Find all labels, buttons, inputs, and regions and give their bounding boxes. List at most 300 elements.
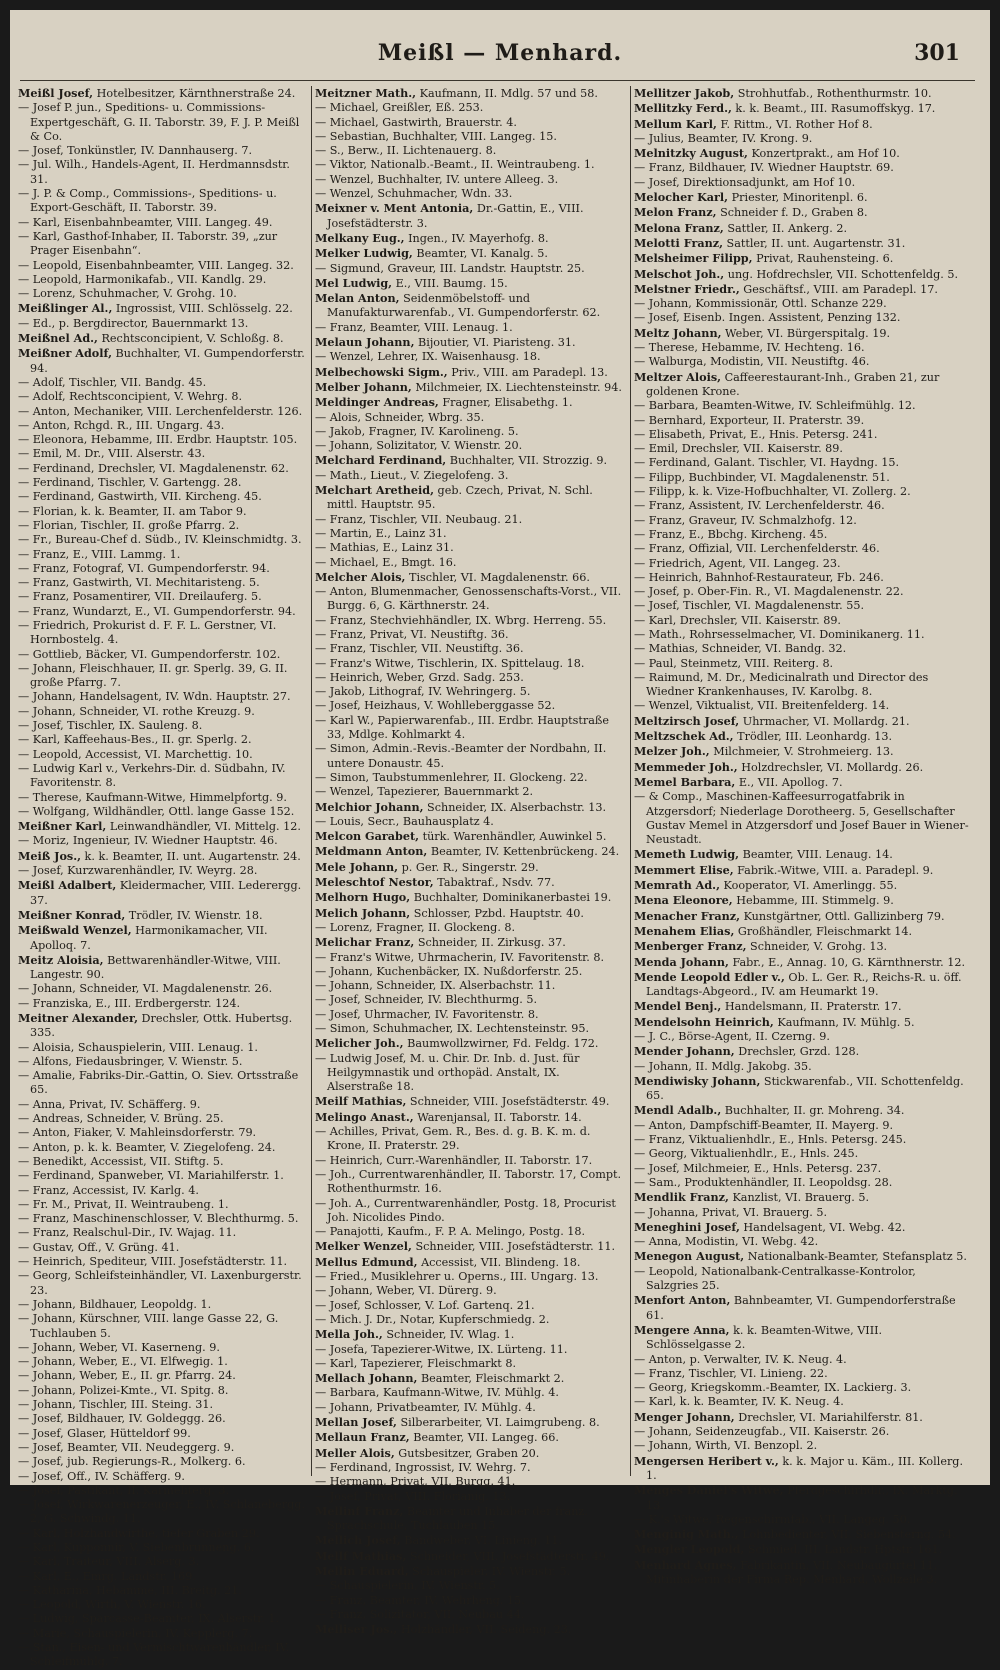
entry-details: k. k. Major u. Käm., III. Kollerg. 1. [646, 1454, 964, 1482]
entry-details: Drechsler, VI. Mariahilferstr. 81. [734, 1410, 923, 1424]
entry-surname: Mella Joh., [315, 1327, 383, 1342]
entry-surname: Melchard Ferdinand, [315, 453, 447, 468]
entry-surname: Melbechowski Sigm., [315, 364, 448, 379]
entry-surname: Melker Wenzel, [315, 1239, 412, 1254]
entry-details: Buchhalter, VII. Strozzig. 9. [446, 454, 608, 468]
entry-details: — Josef, Kurzwarenhändler, IV. Weyrg. 28. [18, 864, 258, 878]
entry-surname: Mengere Anna, [634, 1322, 730, 1337]
directory-entry [634, 1454, 969, 1484]
directory-entry [634, 132, 969, 146]
entry-details: — Karl, Kupponnir, V. Siebenbrunneng. 6. [18, 1540, 255, 1554]
directory-entry [315, 935, 626, 950]
directory-entry [634, 671, 969, 700]
entry-details: — Josef, Bildhauer, IV. Goldeggg. 26. [18, 1412, 226, 1426]
entry-details: — Fr. M., Privat, II. Weintraubeng. 1. [18, 1197, 229, 1211]
entry-details: — Heinrich, Bahnhof-Restaurateur, Fb. 246. [634, 570, 884, 584]
directory-entry [18, 562, 308, 576]
entry-details: — Josef, Tischler, IX. Sauleng. 8. [18, 719, 203, 733]
entry-surname: Melschot Joh., [634, 266, 725, 281]
directory-entry [18, 519, 308, 533]
directory-entry [634, 1220, 969, 1235]
entry-surname: Melchior Johann, [315, 799, 424, 814]
entry-surname: Mel Ludwig, [315, 275, 393, 290]
entry-details: Holzdrechsler, VI. Mollardg. 26. [737, 760, 924, 774]
entry-details: — Ludwig Josef, M. u. Chir. Dr. Inb. d. Just. für Heilgymnastik und orthopäd. Anstalt, IX. Alserstraße 18. [315, 1051, 580, 1094]
directory-entry [634, 1060, 969, 1074]
entry-surname: Meitzner Math., [315, 86, 417, 100]
entry-surname: Meldinger Andreas, [315, 395, 439, 410]
entry-details: — Franz, E., VIII. Lammg. 1. [18, 547, 181, 561]
entry-surname: Meiß Jos., [18, 848, 81, 863]
directory-entry [18, 1527, 308, 1541]
entry-details: — Franz, Maschinenschlosser, V. Blechthurmg. 5. [18, 1212, 299, 1226]
directory-entry [315, 527, 626, 541]
directory-entry [18, 1298, 308, 1312]
entry-surname: Memel Barbara, [634, 774, 736, 789]
directory-entry [315, 1270, 626, 1284]
directory-entry [18, 864, 308, 878]
directory-entry [634, 1176, 969, 1190]
entry-surname: Meißlinger Al., [18, 301, 113, 316]
directory-entry [18, 1598, 308, 1612]
entry-details: — Franz, Realschul-Dir., IV. Wajag. 11. [18, 1226, 237, 1240]
entry-surname: Mendel Benj., [634, 999, 722, 1014]
directory-entry [18, 1212, 308, 1226]
entry-details: Caffeerestaurant-Inh., Graben 21, zur goldenen Krone. [646, 370, 940, 398]
entry-details: — Wenzel, Schuhmacher, Wdn. 33. [315, 187, 513, 201]
directory-entry [315, 1461, 626, 1475]
directory-entry [18, 346, 308, 376]
entry-details: — Ferdinand, Gastwirth, VII. Kircheng. 45. [18, 490, 262, 504]
directory-entry [634, 657, 969, 671]
entry-surname: Meilf Mathias, [315, 1094, 407, 1109]
directory-entry [18, 849, 308, 864]
entry-surname: Memmert Elise, [634, 862, 734, 877]
directory-entry [634, 428, 969, 442]
directory-entry [18, 216, 308, 230]
directory-entry [315, 1504, 626, 1534]
entry-details: — Sigmund, Graveur, III. Landstr. Hauptstr. 25. [315, 261, 585, 275]
entry-details: — Math., Lieut., V. Ziegelofeng. 3. [315, 468, 509, 482]
directory-entry [315, 1594, 626, 1608]
entry-details: Accessist, VII. Blindeng. 18. [417, 1255, 581, 1269]
directory-entry [315, 1579, 626, 1593]
entry-surname: Meller Alois, [315, 1445, 395, 1460]
directory-entry [634, 939, 969, 954]
entry-surname: Mellitzer Jakob, [634, 86, 735, 100]
entry-details: — Georg, Kriegskomm.-Beamter, IX. Lackierg. 3. [634, 1381, 912, 1395]
entry-details: — Franz, Fotograf, VI. Gumpendorferstr. 94. [18, 561, 270, 575]
entry-details: Schneider f. D., Graben 8. [716, 206, 868, 220]
directory-entry [634, 1367, 969, 1381]
entry-details: — Franz, Gastwirth, VI. Mechitaristeng. 5. [18, 576, 260, 590]
entry-details: Kunstgärtner, Ottl. Gallizinberg 79. [740, 909, 945, 923]
directory-entry [18, 1570, 308, 1584]
directory-entry [315, 951, 626, 965]
directory-entry [315, 556, 626, 570]
directory-entry [18, 690, 308, 704]
entry-surname: Menginig Math., [634, 1527, 739, 1542]
entry-details: — Elisabeth, Privat, E., Hnis. Petersg. 241. [634, 427, 878, 441]
directory-entry [315, 1327, 626, 1342]
entry-details: Milchmeier, V. Strohmeierg. 13. [709, 745, 894, 759]
entry-details: — Josef P. jun., Speditions- u. Commissions-Expertgeschäft, G. II. Taborstr. 39, F. J. P. Meißl & Co. [18, 101, 300, 143]
entry-details: F. Rittm., VI. Rother Hof 8. [716, 117, 873, 131]
directory-entry [634, 863, 969, 878]
entry-surname: Meißwald Wenzel, [18, 923, 132, 938]
entry-details: — Anton, Dampfschiff-Beamter, II. Mayerg. 9. [634, 1118, 894, 1132]
directory-entry [18, 1269, 308, 1298]
entry-details: — Ludwig Karl v., Verkehrs-Dir. d. Südbahn, IV. Favoritenstr. 8. [18, 761, 286, 790]
directory-entry [634, 1381, 969, 1395]
directory-entry [634, 176, 969, 190]
directory-entry [315, 1475, 626, 1489]
entry-surname: Melliser Jos., [315, 1622, 398, 1637]
directory-entry [634, 714, 969, 729]
entry-details: — Anton, Mechaniker, VIII. Lerchenfelderstr. 126. [18, 404, 303, 418]
directory-entry [18, 733, 308, 747]
directory-entry [315, 335, 626, 350]
entry-details: — Anna, Privat, IV. Schäfferg. 9. [18, 1097, 201, 1111]
entry-details: — Johann, Polizei-Kmte., VI. Spitg. 8. [18, 1383, 229, 1397]
entry-surname: Melicher Joh., [315, 1036, 404, 1051]
entry-details: Hotelbesitzer, Kärnthnerstraße 24. [93, 87, 296, 100]
entry-details: — Ferdinand, Tischler, V. Gartengg. 28. [18, 476, 242, 490]
entry-details: — Franz, Stechviehhändler, IX. Wbrg. Herreng. 55. [315, 613, 607, 627]
directory-entry [315, 380, 626, 395]
entry-surname: Mengler Leopold, [634, 1542, 745, 1557]
directory-entry [315, 1052, 626, 1095]
entry-details: Ingrossist, VIII. Schlösselg. 22. [112, 302, 293, 316]
entry-details: — Josef, Tischler, VI. Magdalenenstr. 55. [634, 599, 865, 613]
entry-details: — Andreas, Schneider, V. Brüng. 25. [18, 1112, 224, 1126]
directory-entry [18, 1584, 308, 1598]
directory-entry [18, 1555, 308, 1569]
entry-details: Großhändler, Fleischmarkt 14. [734, 924, 913, 938]
directory-entry [18, 1155, 308, 1169]
directory-entry [18, 1470, 308, 1484]
directory-entry [18, 230, 308, 259]
directory-entry [315, 1008, 626, 1022]
entry-details: — Franz, Privat, VI. Neustiftg. 36. [315, 627, 509, 641]
entry-surname: Melstner Friedr., [634, 281, 740, 296]
directory-entry [634, 86, 969, 101]
directory-entry [634, 146, 969, 161]
entry-details: — Alfons, Fiedausbringer, V. Wienstr. 5. [18, 1054, 243, 1068]
entry-details: — Fr., Bureau-Chef d. Südb., IV. Kleinschmidtg. 3. [18, 533, 302, 547]
entry-surname: Mellich Josef, [315, 1533, 401, 1548]
entry-details: ung. Hofdrechsler, VII. Schottenfeldg. 5. [724, 267, 959, 281]
entry-details: — Leopold, Accessist, VI. Marchettig. 10. [18, 747, 253, 761]
entry-surname: Melker Ludwig, [315, 246, 413, 261]
directory-entry [634, 499, 969, 513]
directory-entry [315, 513, 626, 527]
entry-details: — Mathias, E., Lainz 31. [315, 541, 454, 555]
directory-entry [634, 1119, 969, 1133]
entry-details: — Franz, Graveur, IV. Schmalzhofg. 12. [634, 513, 857, 527]
entry-details: — Simon, Taubstummenlehrer, II. Glockeng. 22. [315, 770, 588, 784]
directory-entry [315, 350, 626, 364]
entry-details: — Johann, Weber, E., VI. Elfwegig. 1. [18, 1355, 228, 1369]
directory-entry [18, 273, 308, 287]
directory-entry [634, 1439, 969, 1453]
entry-surname: Meißner Konrad, [18, 907, 126, 922]
entry-details: — Simon, Schuhmacher, IX. Lechtensteinstr. 95. [315, 1022, 590, 1035]
entry-surname: Melcher Alois, [315, 569, 406, 584]
directory-entry [18, 1112, 308, 1126]
directory-entry [315, 144, 626, 158]
entry-details: — Heinrich, Weber, Grzd. Sadg. 253. [315, 670, 524, 684]
entry-details: — Karl, E., Emrg. Landstr. 169. [18, 1569, 196, 1583]
directory-entry [18, 1226, 308, 1240]
entry-details: Leinwandhändler, VI. Mittelg. 12. [106, 820, 301, 834]
directory-entry [634, 471, 969, 485]
entry-details: Sattler, II. unt. Augartenstr. 31. [722, 236, 906, 250]
directory-entry [315, 483, 626, 513]
entry-details: — Filipp, Buchbinder, VI. Magdalenenstr. 51. [634, 470, 890, 484]
entry-details: — Josef, Glaser, Hütteldorf 99. [18, 1426, 191, 1440]
directory-entry [315, 1255, 626, 1270]
entry-details: — Johann, Schneider, VI. Magdalenenstr. 26. [18, 982, 273, 996]
entry-details: — Adolf, Tischler, VII. Bandg. 45. [18, 375, 207, 389]
directory-entry [634, 1410, 969, 1425]
entry-details: — Franz, Posamentirer, VII. Dreilauferg. 5. [18, 590, 262, 604]
entry-details: — Karl, Eisenbahnbeamter, VIII. Langeg. 49. [18, 215, 273, 229]
entry-details: — Sebastian, Buchhalter, VIII. Langeg. 15. [315, 129, 557, 143]
entry-details: Fabrikantin, VII. Neubaugürtel 11, Mitinhaberin der Firma Rep. Menhard, Wollzeile 3. [646, 1558, 938, 1586]
directory-entry [18, 748, 308, 762]
entry-details: Schlosser, Pzbd. Hauptstr. 40. [410, 906, 584, 920]
directory-entry [18, 1126, 308, 1140]
entry-details: — Florian, Tischler, II. große Pfarrg. 2. [18, 518, 240, 532]
directory-entry [18, 576, 308, 590]
directory-entry [315, 365, 626, 380]
entry-details: Sattler, II. Ankerg. 2. [723, 221, 848, 235]
directory-entry [18, 762, 308, 791]
entry-details: — Alois, Schneider, Wbrg. 35. [315, 410, 485, 424]
directory-entry [315, 657, 626, 671]
directory-entry [315, 815, 626, 829]
directory-entry [315, 187, 626, 201]
entry-details: — Josef, Heizhaus, V. Wohlleberggasse 52. [315, 699, 556, 713]
entry-surname: Mengersen Heribert v., [634, 1453, 779, 1468]
entry-details: — Wolfgang, Wildhändler, Ottl. lange Gasse 152. [18, 804, 295, 818]
directory-entry [315, 541, 626, 555]
directory-entry [18, 287, 308, 301]
entry-details: — Karl W., Papierwarenfab., III. Erdbr. Hauptstraße 33, Mdlge. Kohlmarkt 4. [315, 713, 610, 742]
entry-details: — Julius, Beamter, IV. Krong. 9. [634, 131, 813, 145]
directory-entry [315, 395, 626, 410]
directory-entry [634, 1044, 969, 1059]
directory-entry [18, 101, 308, 144]
entry-surname: Mendiwisky Johann, [634, 1073, 761, 1088]
entry-surname: Meißl Adalbert, [18, 878, 117, 893]
entry-details: — Anna, Modistin, VI. Webg. 42. [634, 1235, 819, 1249]
entry-details: — Schauspielerin, IV. Wienstr. 5. [315, 1579, 500, 1593]
directory-entry [18, 1098, 308, 1112]
entry-details: — Mathias, Schneider, VI. Bandg. 32. [634, 642, 847, 656]
directory-entry [18, 1169, 308, 1183]
directory-entry [315, 1154, 626, 1168]
directory-entry [315, 699, 626, 713]
directory-entry [18, 705, 308, 719]
directory-entry [634, 744, 969, 759]
entry-details: — Louis, Secr., Bauhausplatz 4. [315, 814, 494, 828]
entry-details: — Johann, Solizitator, V. Wienstr. 20. [315, 439, 523, 453]
directory-entry [18, 1241, 308, 1255]
directory-entry [634, 970, 969, 1000]
directory-entry [315, 1564, 626, 1579]
directory-entry [315, 685, 626, 699]
entry-details: Baumwollzwirner, Fd. Feldg. 172. [403, 1037, 599, 1051]
entry-surname: Melon Franz, [634, 205, 717, 220]
entry-details: p. Ger. R., Singerstr. 29. [398, 860, 539, 874]
entry-details: Geschäftsf., VIII. am Paradepl. 17. [739, 282, 938, 296]
entry-details: — Ferdinand, Spanweber, VI. Mariahilferstr. 1. [18, 1169, 284, 1183]
entry-surname: Menges Daniel's Witwe, [634, 1483, 784, 1498]
entry-surname: Melzer Joh., [634, 744, 710, 759]
entry-details: — Katharina, Hebamme, III. Breitg. 21. [18, 1583, 242, 1597]
entry-details: — Johanna, Privat, VI. Brauerg. 5. [634, 1205, 828, 1219]
entry-details: Beamter, IV. Kettenbrückeng. 24. [427, 845, 620, 859]
directory-entry [634, 236, 969, 251]
entry-details: — Aloisia, Schauspielerin, VIII. Lenaug. 1. [18, 1040, 258, 1054]
directory-entry [315, 714, 626, 743]
directory-entry [315, 921, 626, 935]
entry-details: — Josef, Schneider, IV. Blechthurmg. 5. [315, 993, 538, 1007]
entry-details: — Franz, Tischler, VII. Neustiftg. 36. [315, 642, 524, 656]
entry-surname: Mendlik Franz, [634, 1190, 729, 1205]
entry-surname: Melaun Johann, [315, 335, 415, 350]
entry-details: — Johann, Weber, VI. Dürerg. 9. [315, 1284, 497, 1298]
entry-details: — Johann, Kommissionär, Ottl. Schanze 229. [634, 297, 887, 311]
directory-entry [18, 548, 308, 562]
directory-entry [18, 662, 308, 691]
entry-details: Nationalbank-Beamter, Stefansplatz 5. [744, 1250, 967, 1264]
directory-entry [315, 1036, 626, 1051]
entry-details: — Johann, Privatbeamter, IV. Mühlg. 4. [315, 1400, 536, 1414]
entry-details: Handelsmann, II. Praterstr. 17. [721, 1000, 902, 1014]
entry-details: Schauspieler, IV. Wienstr. 5. [408, 1564, 571, 1578]
directory-entry [634, 514, 969, 528]
entry-details: — Franz, E., Bbchg. Kircheng. 45. [634, 527, 828, 541]
entry-surname: Meitz Aloisia, [18, 952, 104, 967]
directory-entry [315, 1239, 626, 1254]
entry-details: — Johann, Handelsagent, IV. Wdn. Hauptstr. 27. [18, 690, 291, 704]
directory-entry [315, 262, 626, 276]
entry-details: — Leopold, Wirth, V. Wienstr. 16. [18, 1598, 206, 1612]
directory-entry [18, 462, 308, 476]
directory-entry [634, 999, 969, 1014]
directory-entry [18, 476, 308, 490]
entry-details: — Amalie, Fabriks-Dir.-Gattin, O. Siev. Ortsstraße 65. [18, 1069, 299, 1097]
directory-entry [634, 205, 969, 220]
directory-entry [18, 447, 308, 461]
entry-details: — Franz's Witwe, Uhrmacherin, IV. Favoritenstr. 8. [315, 950, 605, 964]
entry-details: — Johann, Weber, VI. Kaserneng. 9. [18, 1340, 220, 1354]
directory-entry [634, 355, 969, 369]
directory-entry [315, 585, 626, 614]
entry-details: — Viktor, Nationalb.-Beamt., II. Weintraubeng. 1. [315, 158, 595, 172]
directory-entry [18, 1055, 308, 1069]
entry-details: Weber, VI. Bürgerspitalg. 19. [721, 326, 891, 340]
entry-details: — Wenzel, Viktualist, VII. Breitenfelderg. 14. [634, 699, 890, 713]
directory-entry [634, 909, 969, 924]
directory-entry [634, 1162, 969, 1176]
entry-details: — Wenzel, Lehrer, IX. Waisenhausg. 18. [315, 350, 541, 364]
entry-details: — Panajotti, Kaufm., F. P. A. Melingo, Postg. 18. [315, 1225, 586, 1239]
entry-details: — Franz, Bildhauer, IV. Wiedner Hauptstr. 69. [634, 161, 894, 175]
directory-entry [315, 173, 626, 187]
entry-details: Kaufmann, IV. Mühlg. 5. [773, 1015, 915, 1029]
entry-details: — Karl, Holzhandwirthe, tiefer Graben 29. [18, 1526, 260, 1540]
directory-entry [634, 399, 969, 413]
entry-details: — Johann, Kürschner, VIII. lange Gasse 22, G. Tuchlauben 5. [18, 1312, 279, 1340]
entry-details: Bahnbeamter, VI. Gumpendorferstraße 61. [646, 1294, 956, 1322]
directory-entry [18, 719, 308, 733]
directory-entry [634, 878, 969, 893]
entry-details: — Adolf, Rechtsconcipient, V. Wehrg. 8. [18, 390, 243, 404]
entry-details: Kaufmann, II. Mdlg. 57 und 58. [416, 87, 598, 100]
directory-entry [634, 370, 969, 400]
entry-details: — Karl, Drechsler, VII. Kaiserstr. 89. [634, 613, 841, 627]
directory-entry [634, 557, 969, 571]
directory-entry [315, 1225, 626, 1239]
directory-entry [315, 1386, 626, 1400]
directory-entry [18, 1498, 308, 1527]
directory-entry [634, 1030, 969, 1044]
entry-surname: Melcon Garabet, [315, 829, 420, 844]
entry-details: — Josefa, Tapezierer-Witwe, IX. Lürteng. 11. [315, 1342, 568, 1356]
directory-entry [634, 442, 969, 456]
entry-surname: Menger Johann, [634, 1409, 735, 1424]
directory-entry [315, 993, 626, 1007]
directory-entry [634, 642, 969, 656]
entry-details: — Eleonora, Hebamme, III. Erdbr. Hauptstr. 105. [18, 433, 298, 447]
directory-entry [18, 144, 308, 158]
directory-entry [315, 1299, 626, 1313]
directory-entry [18, 1198, 308, 1212]
directory-entry [634, 101, 969, 116]
entry-details: — Ferdinand, Drechsler, VI. Magdalenenstr. 62. [18, 461, 289, 475]
entry-details: — Martin, E., Lainz 31. [315, 526, 447, 540]
directory-entry [315, 1357, 626, 1371]
directory-entry [315, 469, 626, 483]
directory-entry [315, 130, 626, 144]
entry-details: — Josef, Tonkünstler, IV. Dannhauserg. 7. [18, 144, 253, 158]
entry-details: — Filipp, k. k. Vize-Hofbuchhalter, VI. Zollerg. 2. [634, 485, 911, 499]
entry-details: — Josef, Privat, VIII. Florianig. 13. [315, 1489, 511, 1503]
entry-details: — Math., Rohrsesselmacher, VI. Dominikanerg. 11. [634, 627, 925, 641]
directory-entry [315, 291, 626, 321]
directory-entry [315, 1343, 626, 1357]
entry-details: — Johann, Schneider, IX. Alserbachstr. 11. [315, 979, 556, 993]
entry-details: Trödler, III. Leonhardg. 13. [733, 730, 893, 744]
directory-entry [315, 875, 626, 890]
directory-entry [18, 1412, 308, 1426]
directory-entry [634, 760, 969, 775]
entry-details: — Anton, Fiaker, V. Mahleinsdorferstr. 79. [18, 1126, 257, 1140]
directory-entry [18, 317, 308, 331]
entry-details: E., VII. Apollog. 7. [735, 775, 843, 789]
directory-entry [18, 1141, 308, 1155]
directory-entry [18, 878, 308, 908]
directory-entry [18, 1341, 308, 1355]
directory-entry [18, 1641, 308, 1670]
entry-details: Buchhalter, II. gr. Mohreng. 34. [721, 1104, 905, 1118]
entry-surname: Mena Eleonore, [634, 893, 733, 908]
entry-details: — Karl, Kaffeehaus-Bes., II. gr. Sperlg. 2. [18, 733, 252, 747]
